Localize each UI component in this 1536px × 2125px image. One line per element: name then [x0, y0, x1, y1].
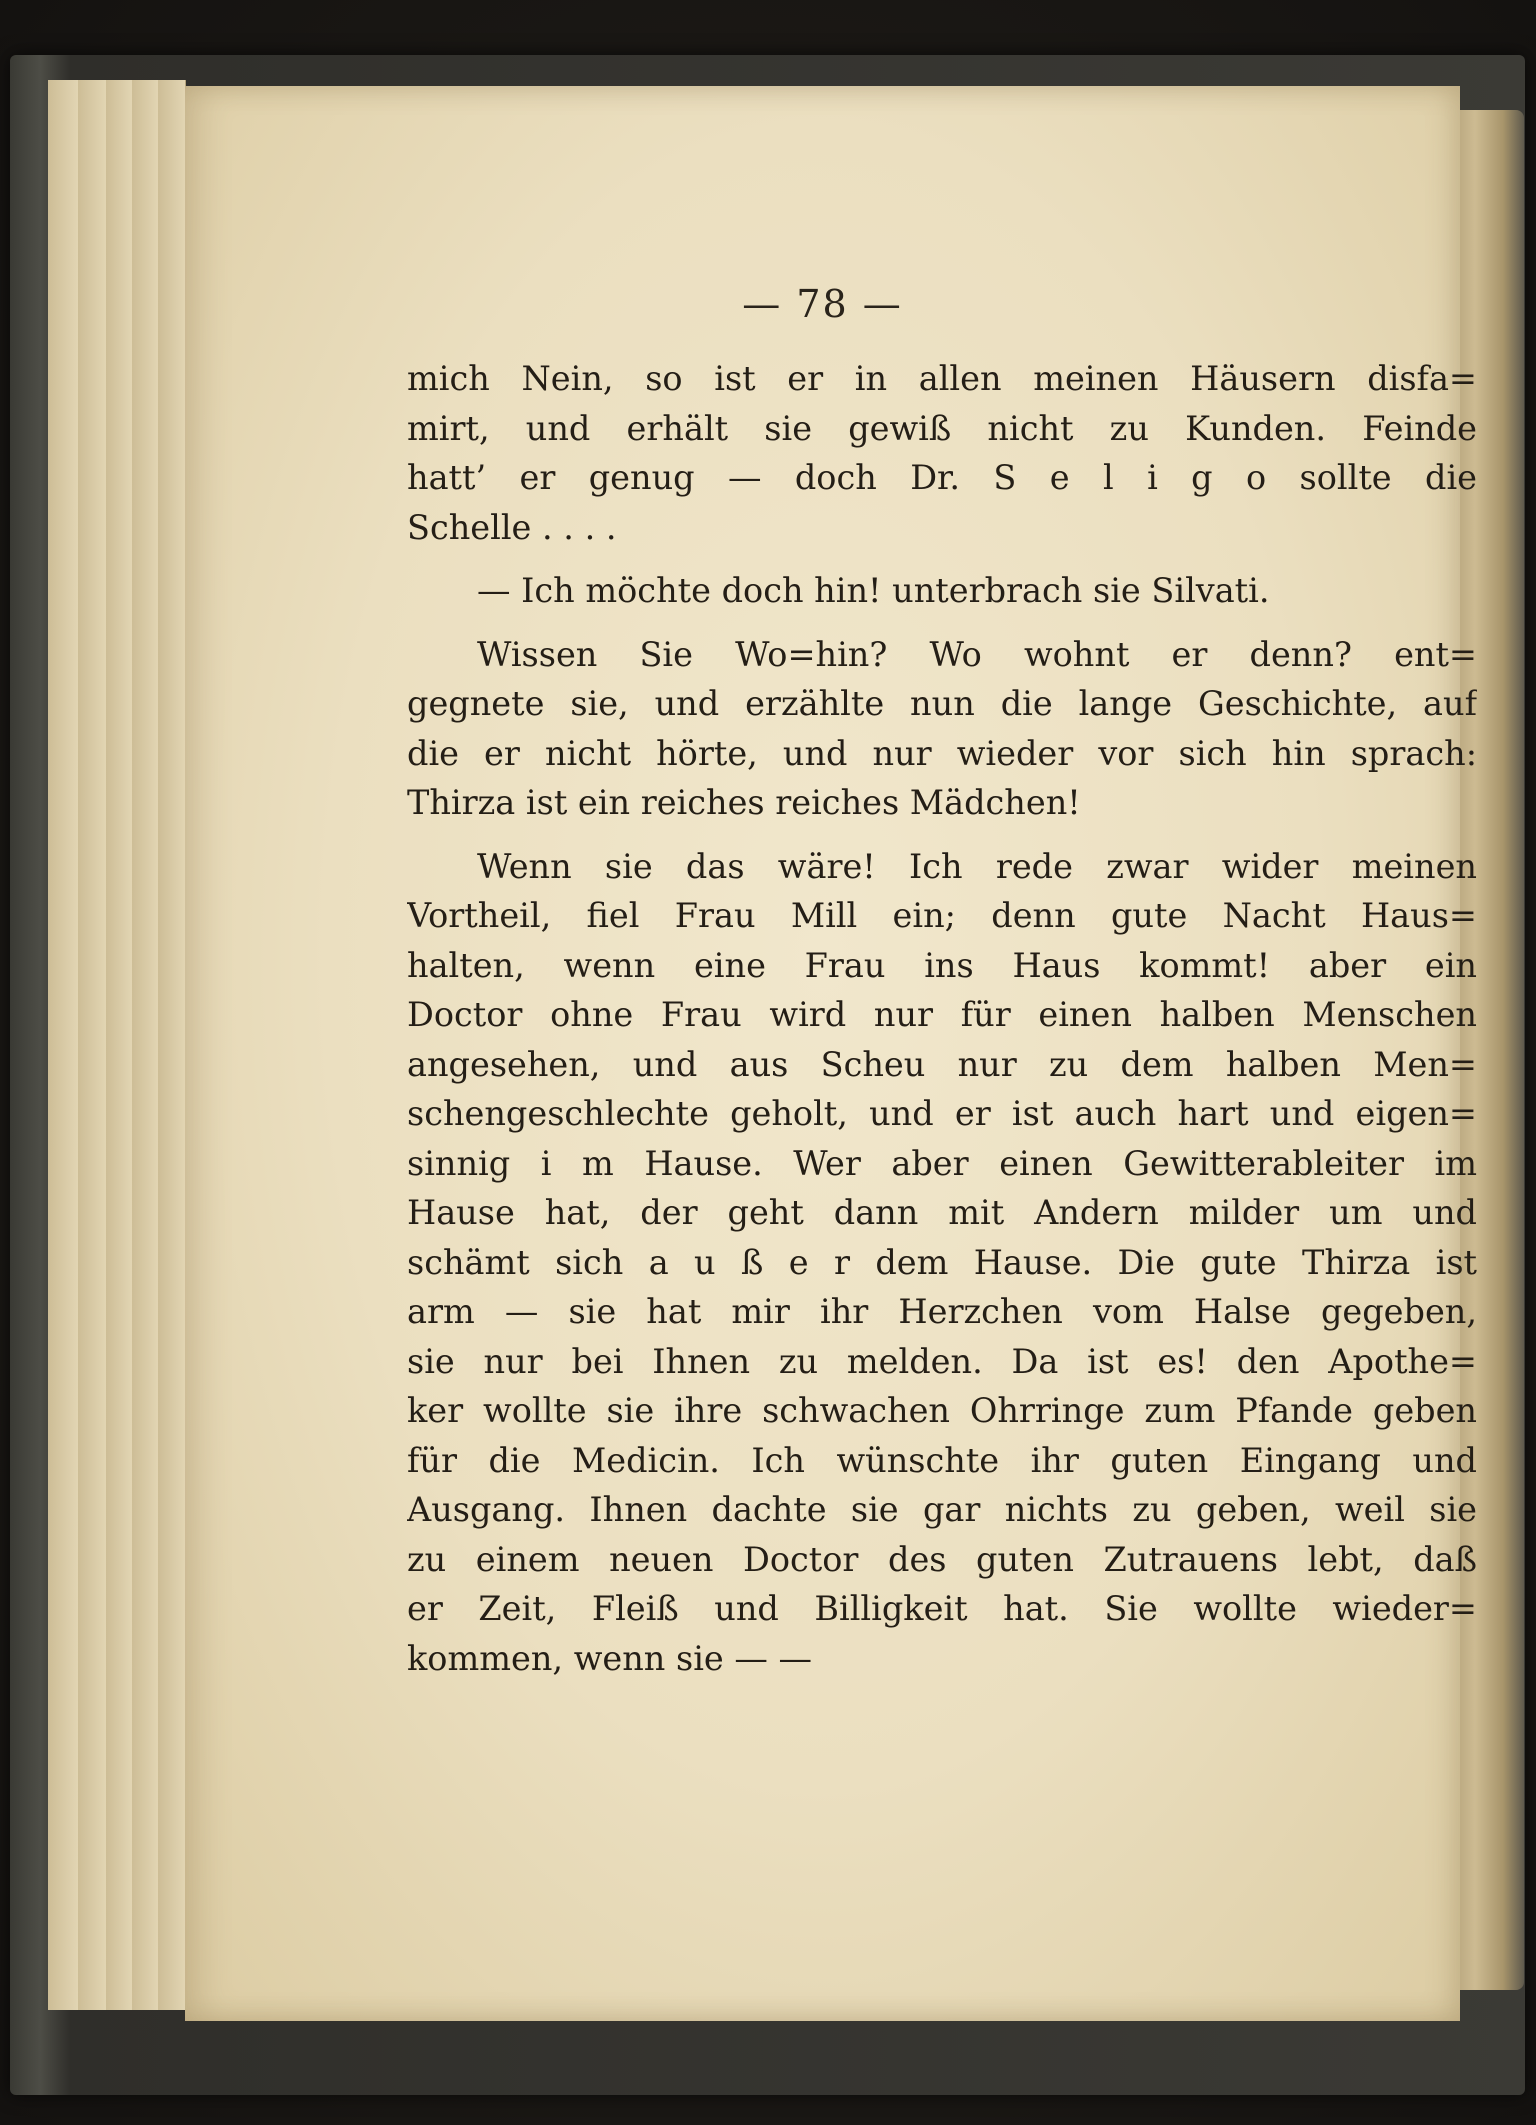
- text-line: arm — sie hat mir ihr Herzchen vom Halse gegeben,: [407, 1292, 1477, 1331]
- text-line: mirt, und erhält sie gewiß nicht zu Kunden. Feinde: [407, 408, 1477, 448]
- paragraph: [407, 630, 1477, 828]
- paragraph-gap: [407, 616, 1477, 630]
- text-line: gegnete sie, und erzählte nun die lange Geschichte, auf: [407, 684, 1477, 723]
- page-edge-stack: [106, 80, 133, 2010]
- paragraph: [407, 354, 1477, 552]
- text-line: Doctor ohne Frau wird nur für einen halben Menschen: [407, 995, 1477, 1034]
- text-line: die er nicht hörte, und nur wieder vor sich hin sprach:: [407, 733, 1477, 773]
- text-line: mich Nein, so ist er in allen meinen Häusern disfa=: [407, 359, 1477, 398]
- text-line: halten, wenn eine Frau ins Haus kommt! aber ein: [407, 945, 1477, 985]
- text-line: Ausgang. Ihnen dachte sie gar nichts zu geben, weil sie: [407, 1490, 1477, 1529]
- text-line: schämt sich a u ß e r dem Hause. Die gute Thirza ist: [407, 1242, 1477, 1282]
- paragraph: [407, 842, 1477, 1684]
- book-page: [185, 86, 1477, 2021]
- text-line: er Zeit, Fleiß und Billigkeit hat. Sie wollte wieder=: [407, 1589, 1477, 1628]
- page-number: — 78 —: [742, 282, 903, 326]
- text-line: Schelle . . . .: [407, 507, 617, 547]
- page-edge-stack: [78, 80, 107, 2010]
- text-line: für die Medicin. Ich wünschte ihr guten Eingang und: [407, 1440, 1477, 1480]
- text-line: kommen, wenn sie — —: [407, 1638, 813, 1678]
- text-line: hatt’ er genug — doch Dr. S e l i g o sollte die: [407, 458, 1477, 497]
- page-edge-stack: [132, 80, 159, 2010]
- paragraph-gap: [407, 828, 1477, 842]
- text-line: Vortheil, fiel Frau Mill ein; denn gute Nacht Haus=: [407, 896, 1477, 935]
- text-line: angesehen, und aus Scheu nur zu dem halben Men=: [407, 1044, 1477, 1084]
- text-line: Hause hat, der geht dann mit Andern milder um und: [407, 1193, 1477, 1232]
- text-line: ker wollte sie ihre schwachen Ohrringe zum Pfande geben: [407, 1391, 1477, 1430]
- text-line: schengeschlechte geholt, und er ist auch hart und eigen=: [407, 1094, 1477, 1133]
- text-line: Thirza ist ein reiches reiches Mädchen!: [407, 783, 1081, 822]
- text-line: sinnig i m Hause. Wer aber einen Gewitterableiter im: [407, 1143, 1477, 1183]
- text-line: sie nur bei Ihnen zu melden. Da ist es! den Apothe=: [407, 1341, 1477, 1381]
- text-line: zu einem neuen Doctor des guten Zutrauens lebt, daß: [407, 1539, 1477, 1579]
- paragraph: [407, 566, 1477, 616]
- text-line: Wenn sie das wäre! Ich rede zwar wider meinen: [477, 846, 1477, 886]
- text-line: — Ich möchte doch hin! unterbrach sie Silvati.: [477, 571, 1270, 610]
- body-text: [407, 354, 1477, 1683]
- text-line: Wissen Sie Wo=hin? Wo wohnt er denn? ent=: [477, 634, 1477, 674]
- page-edge-stack: [158, 80, 186, 2010]
- page-edge-stack: [48, 80, 79, 2010]
- paragraph-gap: [407, 552, 1477, 566]
